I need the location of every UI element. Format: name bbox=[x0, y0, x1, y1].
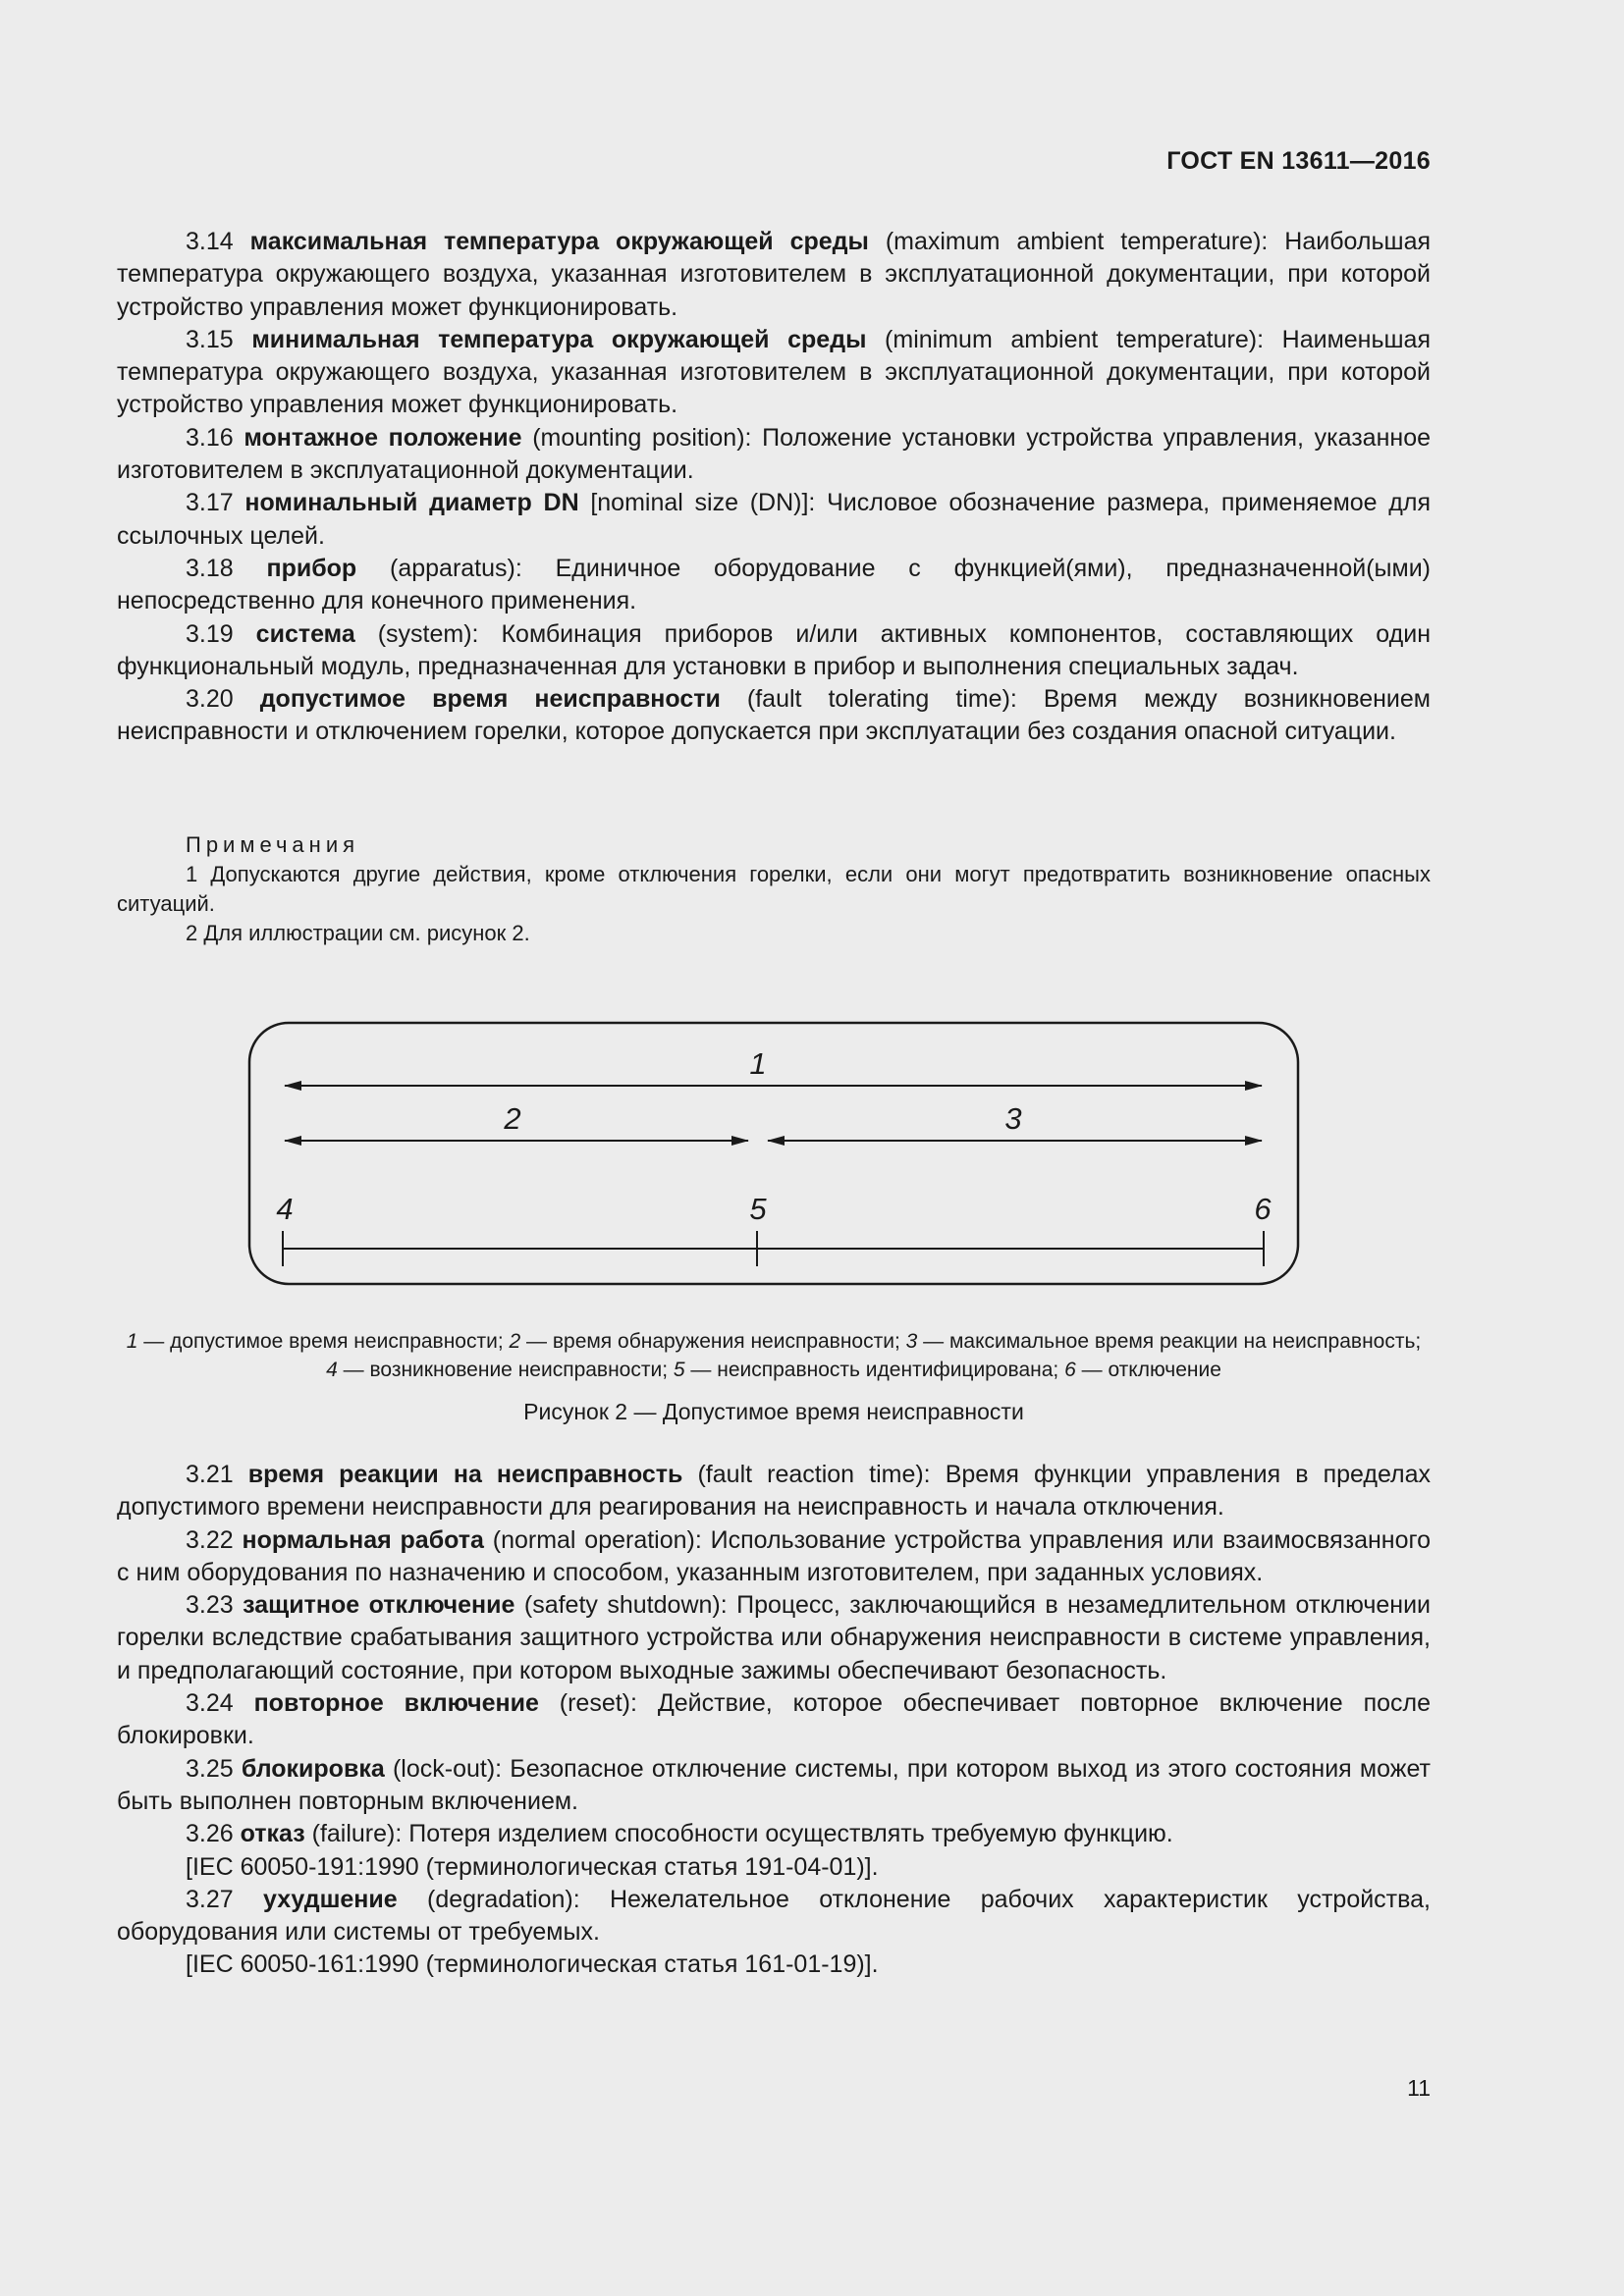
term-definition: (fault reaction time): Время функции управления в пределах допустимого времени неисправности для реагирования на неисправность и начала отключения. bbox=[117, 1461, 1432, 1522]
term-definition: [nominal size (DN)]: Числовое обозначение размера, применяемое для ссылочных целей. bbox=[117, 489, 1431, 550]
legend-num-1: 1 bbox=[126, 1330, 138, 1353]
term-name: время реакции на неисправность bbox=[247, 1461, 683, 1488]
term-paragraph bbox=[117, 324, 1431, 422]
term-paragraph bbox=[117, 683, 1431, 749]
term-definition: (minimum ambient temperature): Наименьшая температура окружающего воздуха, указанная изготовителем в эксплуатационной документации, при которой устройство управления может функционировать. bbox=[117, 325, 1431, 419]
term-number: 3.24 bbox=[186, 1689, 234, 1718]
term-number: 3.21 bbox=[186, 1461, 234, 1488]
notes-heading: Примечания bbox=[186, 832, 360, 857]
figure-label-3: 3 bbox=[1004, 1101, 1022, 1136]
figure-caption: Рисунок 2 — Допустимое время неисправности bbox=[523, 1399, 1024, 1424]
term-name: номинальный диаметр DN bbox=[244, 489, 579, 517]
term-paragraph bbox=[117, 226, 1431, 324]
legend-text-6: — отключение bbox=[1075, 1359, 1221, 1381]
term-definition: (mounting position): Положение установки устройства управления, указанное изготовителем в эксплуатационной документации. bbox=[117, 423, 1431, 485]
figure-label-6: 6 bbox=[1254, 1192, 1272, 1226]
term-number: 3.14 bbox=[186, 228, 234, 255]
term-reference: [IEC 60050-161:1990 (терминологическая статья 161-01-19)]. bbox=[186, 1950, 879, 1979]
legend-text-3: — максимальное время реакции на неисправность; bbox=[917, 1330, 1422, 1353]
figure-legend bbox=[117, 1327, 1431, 1384]
figure-frame bbox=[249, 1023, 1298, 1284]
legend-text-2: — время обнаружения неисправности; bbox=[520, 1330, 906, 1353]
legend-num-3: 3 bbox=[905, 1330, 918, 1353]
term-number: 3.27 bbox=[186, 1885, 234, 1913]
legend-text-5: — неисправность идентифицирована; bbox=[684, 1359, 1065, 1381]
term-definition: (safety shutdown): Процесс, заключающийся в незамедлительном отключении горелки вследствие срабатывания защитного устройства или обнаружения неисправности в системе управления, и предполагающий состояние, при котором выходные зажимы обеспечивают безопасность. bbox=[117, 1591, 1432, 1684]
figure-label-4: 4 bbox=[276, 1192, 294, 1226]
legend-text-4: — возникновение неисправности; bbox=[337, 1359, 674, 1381]
term-name: защитное отключение bbox=[243, 1591, 515, 1620]
legend-text-1: — допустимое время неисправности; bbox=[137, 1330, 510, 1353]
note-1: 1 Допускаются другие действия, кроме отключения горелки, если они могут предотвратить возникновение опасных ситуаций. bbox=[117, 862, 1431, 916]
term-definition: (fault tolerating time): Время между возникновением неисправности и отключением горелки, которое допускается при эксплуатации без создания опасной ситуации. bbox=[117, 685, 1431, 746]
term-number: 3.23 bbox=[186, 1591, 234, 1620]
term-definition: (reset): Действие, которое обеспечивает повторное включение после блокировки. bbox=[117, 1689, 1431, 1750]
term-definition: (apparatus): Единичное оборудование с функцией(ями), предназначенной(ыми) непосредственно для конечного применения. bbox=[117, 554, 1431, 615]
term-number: 3.15 bbox=[186, 325, 234, 353]
term-number: 3.19 bbox=[186, 619, 234, 648]
legend-num-2: 2 bbox=[509, 1330, 521, 1353]
term-number: 3.20 bbox=[186, 685, 234, 714]
legend-num-4: 4 bbox=[326, 1359, 338, 1381]
term-paragraph bbox=[117, 1884, 1431, 1949]
term-number: 3.25 bbox=[186, 1754, 234, 1783]
figure-label-5: 5 bbox=[749, 1192, 767, 1226]
terms-block-2 bbox=[117, 1459, 1431, 1982]
term-paragraph bbox=[117, 618, 1431, 684]
term-paragraph bbox=[117, 1753, 1431, 1819]
term-definition: (degradation): Нежелательное отклонение рабочих характеристик устройства, оборудования или системы от требуемых. bbox=[117, 1885, 1431, 1947]
figure-2-diagram bbox=[247, 1021, 1300, 1286]
term-name: система bbox=[255, 619, 355, 648]
legend-num-6: 6 bbox=[1064, 1359, 1076, 1381]
term-name: ухудшение bbox=[263, 1885, 398, 1913]
note-2: 2 Для иллюстрации см. рисунок 2. bbox=[186, 921, 530, 945]
term-definition: (maximum ambient temperature): Наибольшая температура окружающего воздуха, указанная изготовителем в эксплуатационной документации, при которой устройство управления может функционировать. bbox=[117, 228, 1432, 321]
term-definition: (lock-out): Безопасное отключение системы, при котором выход из этого состояния может быть выполнен повторным включением. bbox=[117, 1754, 1431, 1815]
term-number: 3.22 bbox=[186, 1525, 234, 1554]
term-name: максимальная температура окружающей среды bbox=[249, 228, 869, 255]
term-number: 3.16 bbox=[186, 423, 234, 452]
term-number: 3.18 bbox=[186, 554, 234, 582]
term-name: нормальная работа bbox=[242, 1525, 484, 1554]
legend-num-5: 5 bbox=[673, 1359, 685, 1381]
term-name: повторное включение bbox=[253, 1689, 539, 1718]
notes bbox=[117, 830, 1431, 948]
document-header: ГОСТ EN 13611—2016 bbox=[1166, 147, 1431, 175]
term-name: допустимое время неисправности bbox=[259, 685, 721, 714]
term-paragraph bbox=[117, 487, 1431, 553]
term-paragraph bbox=[117, 1687, 1431, 1753]
term-paragraph bbox=[117, 422, 1431, 488]
term-definition: (normal operation): Использование устройства управления или взаимосвязанного с ним оборудования по назначению и способом, указанным изготовителем, при заданных условиях. bbox=[117, 1525, 1431, 1586]
term-number: 3.17 bbox=[186, 489, 234, 517]
term-name: минимальная температура окружающей среды bbox=[251, 325, 867, 353]
figure-label-1: 1 bbox=[749, 1046, 767, 1081]
term-number: 3.26 bbox=[186, 1820, 234, 1848]
term-name: отказ bbox=[240, 1820, 305, 1848]
figure-label-2: 2 bbox=[504, 1101, 521, 1136]
term-name: блокировка bbox=[241, 1754, 385, 1783]
term-paragraph bbox=[117, 1589, 1431, 1687]
term-paragraph bbox=[117, 1459, 1431, 1524]
term-paragraph bbox=[117, 1818, 1431, 1850]
page-number: 11 bbox=[1407, 2075, 1431, 2101]
terms-block-1 bbox=[117, 226, 1431, 749]
term-paragraph bbox=[117, 553, 1431, 618]
term-paragraph bbox=[117, 1524, 1431, 1590]
term-name: монтажное положение bbox=[244, 423, 522, 452]
term-reference: [IEC 60050-191:1990 (терминологическая статья 191-04-01)]. bbox=[186, 1852, 879, 1881]
term-definition: (system): Комбинация приборов и/или активных компонентов, составляющих один функциональный модуль, предназначенная для установки в прибор и выполнения специальных задач. bbox=[117, 619, 1432, 680]
term-definition: (failure): Потеря изделием способности осуществлять требуемую функцию. bbox=[304, 1820, 1173, 1848]
term-name: прибор bbox=[266, 554, 357, 582]
